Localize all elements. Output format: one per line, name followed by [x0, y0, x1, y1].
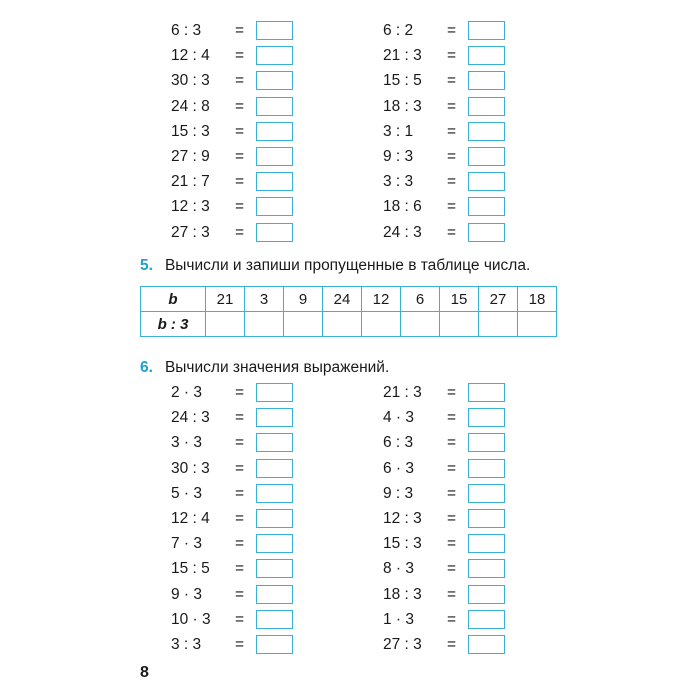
table-answer-cell[interactable] — [401, 312, 440, 337]
equals-sign: = — [235, 97, 245, 115]
exercise-row — [171, 533, 311, 555]
expression: 4 · 3 — [383, 409, 415, 427]
expression: 9 · 3 — [171, 585, 203, 603]
expression: 1 · 3 — [383, 610, 415, 628]
table-answer-cell[interactable] — [245, 312, 284, 337]
answer-box[interactable] — [256, 122, 293, 141]
expression: 15 : 5 — [171, 560, 210, 578]
answer-box[interactable] — [256, 71, 293, 90]
exercise-row — [383, 20, 523, 42]
exercise-row — [171, 483, 311, 505]
task5-title — [140, 256, 530, 276]
equals-sign: = — [447, 459, 457, 477]
exercise-row — [383, 382, 523, 404]
answer-box[interactable] — [256, 459, 293, 478]
exercise-row — [171, 458, 311, 480]
exercise-row — [383, 70, 523, 92]
answer-box[interactable] — [468, 223, 505, 242]
equals-sign: = — [447, 22, 457, 39]
answer-box[interactable] — [256, 197, 293, 216]
exercise-row — [383, 121, 523, 143]
exercise-row — [171, 407, 311, 429]
expression: 18 : 3 — [383, 585, 422, 603]
table-value-cell: 15 — [440, 287, 479, 312]
equals-sign: = — [235, 148, 245, 165]
exercise-row — [171, 609, 311, 631]
expression: 21 : 3 — [383, 384, 422, 401]
exercise-row — [171, 634, 311, 656]
equals-sign: = — [447, 585, 457, 603]
exercise-row — [383, 584, 523, 606]
answer-box[interactable] — [256, 509, 293, 528]
exercise-row — [171, 20, 311, 42]
answer-box[interactable] — [256, 21, 293, 40]
equals-sign: = — [235, 72, 245, 90]
expression: 3 : 3 — [383, 173, 414, 191]
table-value-cell: 6 — [401, 287, 440, 312]
equals-sign: = — [447, 173, 457, 191]
exercise-row — [171, 146, 311, 168]
task6-number: 6. — [140, 359, 153, 376]
page-number: 8 — [140, 664, 149, 681]
equals-sign: = — [447, 610, 457, 628]
exercise-row — [171, 382, 311, 404]
equals-sign: = — [447, 97, 457, 115]
equals-sign: = — [447, 636, 457, 653]
exercise-row — [171, 222, 311, 244]
equals-sign: = — [235, 636, 245, 653]
exercise-row — [383, 432, 523, 454]
equals-sign: = — [235, 535, 245, 553]
equals-sign: = — [235, 459, 245, 477]
answer-box[interactable] — [256, 635, 293, 654]
answer-box[interactable] — [256, 433, 293, 452]
equals-sign: = — [235, 122, 245, 140]
answer-box[interactable] — [256, 559, 293, 578]
expression: 6 · 3 — [383, 459, 415, 477]
expression: 3 : 3 — [171, 636, 202, 653]
answer-box[interactable] — [256, 46, 293, 65]
expression: 7 · 3 — [171, 535, 203, 553]
table-answer-cell[interactable] — [284, 312, 323, 337]
table-label-b-div-3: b : 3 — [141, 312, 206, 337]
equals-sign: = — [447, 560, 457, 578]
equals-sign: = — [447, 47, 457, 65]
expression: 3 · 3 — [171, 434, 203, 452]
expression: 10 · 3 — [171, 610, 211, 628]
table-row-b — [141, 287, 557, 312]
exercise-row — [383, 222, 523, 244]
equals-sign: = — [235, 484, 245, 502]
exercise-row — [171, 171, 311, 193]
expression: 24 : 3 — [383, 223, 422, 241]
answer-box[interactable] — [256, 147, 293, 166]
equals-sign: = — [235, 47, 245, 65]
table-value-cell: 12 — [362, 287, 401, 312]
table-answer-cell[interactable] — [323, 312, 362, 337]
equals-sign: = — [447, 484, 457, 502]
expression: 30 : 3 — [171, 459, 210, 477]
expression: 27 : 3 — [383, 636, 422, 653]
equals-sign: = — [447, 510, 457, 527]
answer-box[interactable] — [468, 97, 505, 116]
answer-box[interactable] — [256, 534, 293, 553]
answer-box[interactable] — [256, 223, 293, 242]
exercise-row — [383, 483, 523, 505]
equals-sign: = — [235, 434, 245, 452]
expression: 15 : 3 — [383, 535, 422, 553]
expression: 6 : 3 — [383, 434, 414, 452]
exercise-row — [383, 196, 523, 218]
answer-box[interactable] — [468, 433, 505, 452]
table-answer-cell[interactable] — [479, 312, 518, 337]
expression: 21 : 7 — [171, 173, 210, 191]
answer-box[interactable] — [256, 97, 293, 116]
exercise-row — [383, 96, 523, 118]
equals-sign: = — [447, 122, 457, 140]
answer-box[interactable] — [468, 484, 505, 503]
table-value-cell: 18 — [518, 287, 557, 312]
exercise-row — [383, 146, 523, 168]
answer-box[interactable] — [468, 147, 505, 166]
task6-title — [140, 358, 389, 378]
equals-sign: = — [235, 585, 245, 603]
table-value-cell: 3 — [245, 287, 284, 312]
answer-box[interactable] — [468, 509, 505, 528]
table-answer-cell[interactable] — [518, 312, 557, 337]
answer-box[interactable] — [468, 197, 505, 216]
expression: 12 : 3 — [383, 510, 422, 527]
table-answer-cell[interactable] — [206, 312, 245, 337]
equals-sign: = — [235, 409, 245, 427]
exercise-row — [383, 171, 523, 193]
table-value-cell: 27 — [479, 287, 518, 312]
answer-box[interactable] — [468, 559, 505, 578]
equals-sign: = — [447, 223, 457, 241]
exercise-row — [171, 45, 311, 67]
expression: 9 : 3 — [383, 484, 414, 502]
expression: 24 : 3 — [171, 409, 210, 427]
answer-box[interactable] — [256, 408, 293, 427]
equals-sign: = — [447, 409, 457, 427]
expression: 3 : 1 — [383, 122, 414, 140]
expression: 15 : 3 — [171, 122, 210, 140]
expression: 18 : 6 — [383, 198, 422, 216]
answer-box[interactable] — [256, 484, 293, 503]
exercise-row — [171, 70, 311, 92]
equals-sign: = — [235, 198, 245, 216]
expression: 9 : 3 — [383, 148, 414, 165]
exercise-row — [171, 121, 311, 143]
expression: 5 · 3 — [171, 484, 203, 502]
division-table — [140, 286, 557, 337]
answer-box[interactable] — [468, 610, 505, 629]
equals-sign: = — [235, 384, 245, 401]
exercise-row — [171, 432, 311, 454]
equals-sign: = — [235, 173, 245, 191]
table-value-cell: 21 — [206, 287, 245, 312]
equals-sign: = — [235, 223, 245, 241]
expression: 8 · 3 — [383, 560, 415, 578]
equals-sign: = — [447, 72, 457, 90]
answer-box[interactable] — [468, 71, 505, 90]
expression: 6 : 3 — [171, 22, 202, 39]
expression: 12 : 3 — [171, 198, 210, 216]
task5-number: 5. — [140, 257, 153, 274]
table-answer-cell[interactable] — [362, 312, 401, 337]
exercise-row — [383, 609, 523, 631]
exercise-row — [383, 508, 523, 530]
table-value-cell: 24 — [323, 287, 362, 312]
exercise-row — [383, 634, 523, 656]
answer-box[interactable] — [468, 408, 505, 427]
exercise-row — [171, 508, 311, 530]
answer-box[interactable] — [468, 585, 505, 604]
answer-box[interactable] — [256, 610, 293, 629]
exercise-row — [171, 96, 311, 118]
equals-sign: = — [235, 510, 245, 527]
expression: 27 : 9 — [171, 148, 210, 165]
equals-sign: = — [235, 610, 245, 628]
expression: 21 : 3 — [383, 47, 422, 65]
expression: 15 : 5 — [383, 72, 422, 90]
expression: 12 : 4 — [171, 510, 210, 527]
table-label-b: b — [141, 287, 206, 312]
expression: 30 : 3 — [171, 72, 210, 90]
equals-sign: = — [447, 434, 457, 452]
answer-box[interactable] — [468, 46, 505, 65]
equals-sign: = — [235, 22, 245, 39]
expression: 6 : 2 — [383, 22, 414, 39]
answer-box[interactable] — [468, 459, 505, 478]
exercise-row — [171, 196, 311, 218]
expression: 24 : 8 — [171, 97, 210, 115]
table-answer-cell[interactable] — [440, 312, 479, 337]
expression: 18 : 3 — [383, 97, 422, 115]
equals-sign: = — [447, 535, 457, 553]
equals-sign: = — [235, 560, 245, 578]
task6-text: Вычисли значения выражений. — [164, 359, 390, 376]
exercise-row — [171, 584, 311, 606]
exercise-row — [383, 407, 523, 429]
table-value-cell: 9 — [284, 287, 323, 312]
answer-box[interactable] — [468, 383, 505, 402]
answer-box[interactable] — [468, 172, 505, 191]
exercise-row — [383, 558, 523, 580]
answer-box[interactable] — [468, 635, 505, 654]
task5-text: Вычисли и запиши пропущенные в таблице числа. — [164, 257, 531, 274]
expression: 2 · 3 — [171, 384, 203, 401]
exercise-row — [383, 458, 523, 480]
answer-box[interactable] — [468, 122, 505, 141]
answer-box[interactable] — [256, 172, 293, 191]
exercise-row — [171, 558, 311, 580]
expression: 27 : 3 — [171, 223, 210, 241]
answer-box[interactable] — [468, 534, 505, 553]
expression: 12 : 4 — [171, 47, 210, 65]
equals-sign: = — [447, 148, 457, 165]
answer-box[interactable] — [256, 585, 293, 604]
exercise-row — [383, 533, 523, 555]
equals-sign: = — [447, 384, 457, 401]
answer-box[interactable] — [468, 21, 505, 40]
table-row-b-div-3 — [141, 312, 557, 337]
answer-box[interactable] — [256, 383, 293, 402]
exercise-row — [383, 45, 523, 67]
equals-sign: = — [447, 198, 457, 216]
